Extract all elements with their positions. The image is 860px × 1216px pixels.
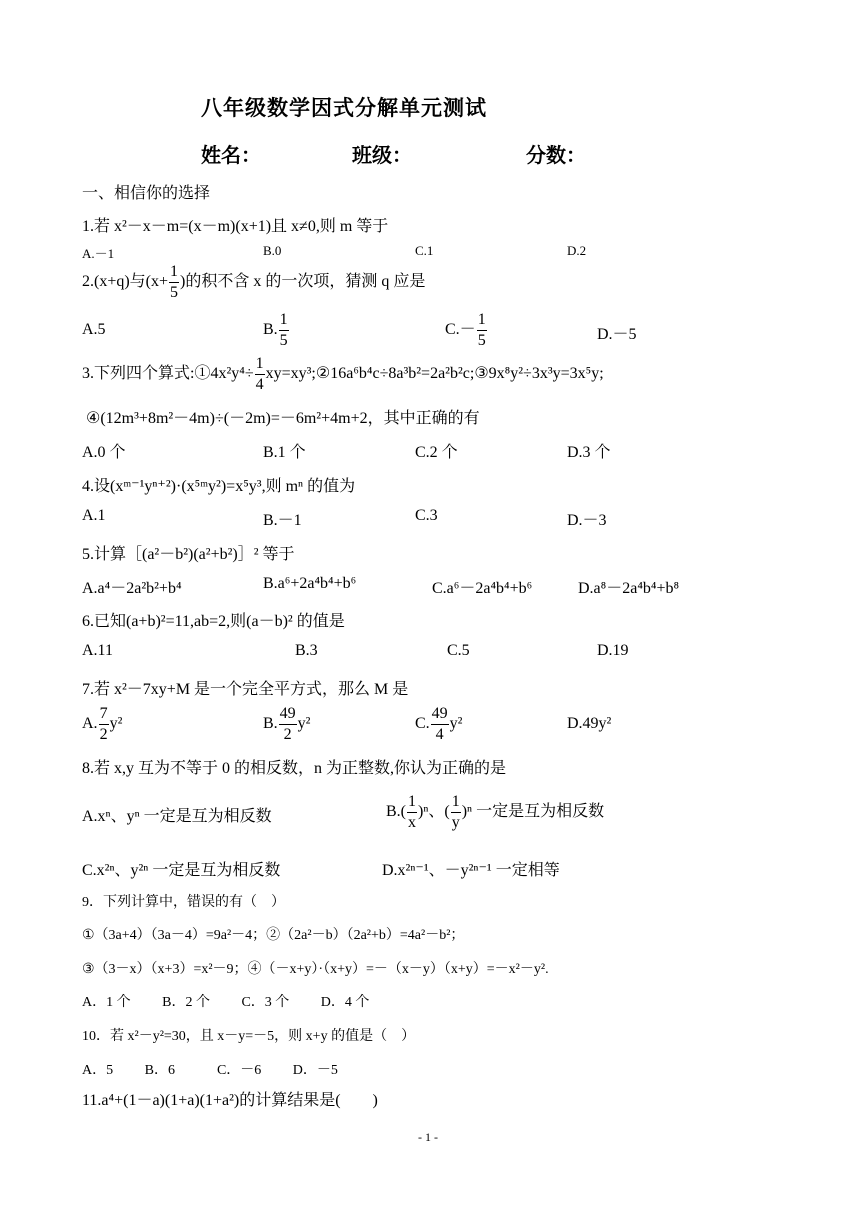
question-6-option-d: D.19 <box>597 642 629 659</box>
question-3-option-a: A.0 个 <box>82 444 126 461</box>
page-number: - 1 - <box>418 1130 438 1144</box>
question-8-option-a: A.xⁿ、yⁿ 一定是互为相反数 <box>82 808 272 825</box>
question-6-option-b: B.3 <box>295 642 318 659</box>
question-11-stem: 11.a⁴+(1－a)(1+a)(1+a²)的计算结果是( ) <box>82 1092 378 1109</box>
question-4-option-a: A.1 <box>82 507 106 524</box>
section-heading: 一、相信你的选择 <box>82 185 211 202</box>
name-label: 姓名： <box>201 145 261 167</box>
question-4-stem: 4.设(xᵐ⁻¹yⁿ⁺²)·(x⁵ᵐy²)=x⁵y³,则 mⁿ 的值为 <box>82 478 356 495</box>
question-9-line-1: ①（3a+4）（3a－4）=9a²－4；②（2a²－b）（2a²+b）=4a²－b²； <box>82 928 465 943</box>
question-7-option-d: D.49y² <box>567 715 612 732</box>
question-9-options: A．1 个 B．2 个 C．3 个 D．4 个 <box>82 995 370 1010</box>
question-5-option-b: B.a⁶+2a⁴b⁴+b⁶ <box>263 575 357 592</box>
question-8-stem: 8.若 x,y 互为不等于 0 的相反数，n 为正整数,你认为正确的是 <box>82 760 507 777</box>
question-5-stem: 5.计算［(a²－b²)(a²+b²)］² 等于 <box>82 546 295 563</box>
question-1-option-b: B.0 <box>263 243 282 258</box>
question-1-option-d: D.2 <box>567 243 587 258</box>
question-1-stem: 1.若 x²－x－m=(x－m)(x+1)且 x≠0,则 m 等于 <box>82 218 389 235</box>
question-2-option-a: A.5 <box>82 321 106 338</box>
page-title: 八年级数学因式分解单元测试 <box>201 96 487 120</box>
question-2-option-c: C.－ $\frac{1}{5}$ <box>445 311 486 349</box>
question-3-stem: 3.下列四个算式:①4x²y⁴÷ $\frac{1}{4}$ xy=xy³;②16a⁶b⁴c÷8a³b²=2a²b²c;③9x⁸y²÷3x³y=3x⁵y; <box>82 355 604 393</box>
question-2-option-d: D.－5 <box>597 326 637 343</box>
question-9-stem: 9．下列计算中，错误的有（ ） <box>82 895 285 910</box>
question-1-option-a: A.－1 <box>82 246 115 261</box>
question-7-option-a: A. $\frac{7}{2}$ y² <box>82 705 123 743</box>
question-1-option-c: C.1 <box>415 243 434 258</box>
question-4-option-b: B.－1 <box>263 512 302 529</box>
question-3-option-b: B.1 个 <box>263 444 306 461</box>
question-6-option-c: C.5 <box>447 642 470 659</box>
question-3-option-c: C.2 个 <box>415 444 458 461</box>
question-7-option-b: B. $\frac{49}{2}$ y² <box>263 705 311 743</box>
question-5-option-d: D.a⁸－2a⁴b⁴+b⁸ <box>578 580 680 597</box>
class-label: 班级： <box>352 145 412 167</box>
question-2-stem: 2.(x+q)与(x+ $\frac{1}{5}$ )的积不含 x 的一次项，猜测 q 应是 <box>82 263 426 301</box>
question-10-stem: 10．若 x²－y²=30，且 x－y=－5，则 x+y 的值是（ ） <box>82 1029 416 1044</box>
question-6-option-a: A.11 <box>82 642 113 659</box>
question-9-line-2: ③（3－x）（x+3）=x²－9；④（－x+y）·（x+y）=－（x－y）（x+y）=－x²－y². <box>82 962 549 977</box>
score-label: 分数： <box>526 145 586 167</box>
question-4-option-c: C.3 <box>415 507 438 524</box>
question-10-options: A．5 B．6 C．－6 D．－5 <box>82 1063 338 1078</box>
question-5-option-c: C.a⁶－2a⁴b⁴+b⁶ <box>432 580 533 597</box>
question-2-option-b: B. $\frac{1}{5}$ <box>263 311 288 349</box>
question-8-option-b: B.( $\frac{1}{x}$ )ⁿ、( $\frac{1}{y}$ )ⁿ 一定是互为相反数 <box>386 793 605 831</box>
question-3-line-2: ④(12m³+8m²－4m)÷(－2m)=－6m²+4m+2，其中正确的有 <box>86 410 480 427</box>
question-7-option-c: C. $\frac{49}{4}$ y² <box>415 705 463 743</box>
question-7-stem: 7.若 x²－7xy+M 是一个完全平方式，那么 M 是 <box>82 681 409 698</box>
fraction: $\frac{1}{5}$ <box>170 263 179 301</box>
question-8-option-d: D.x²ⁿ⁻¹、－y²ⁿ⁻¹ 一定相等 <box>382 862 560 879</box>
question-8-option-c: C.x²ⁿ、y²ⁿ 一定是互为相反数 <box>82 862 281 879</box>
question-6-stem: 6.已知(a+b)²=11,ab=2,则(a－b)² 的值是 <box>82 613 345 630</box>
question-4-option-d: D.－3 <box>567 512 607 529</box>
question-5-option-a: A.a⁴－2a²b²+b⁴ <box>82 580 182 597</box>
question-3-option-d: D.3 个 <box>567 444 611 461</box>
